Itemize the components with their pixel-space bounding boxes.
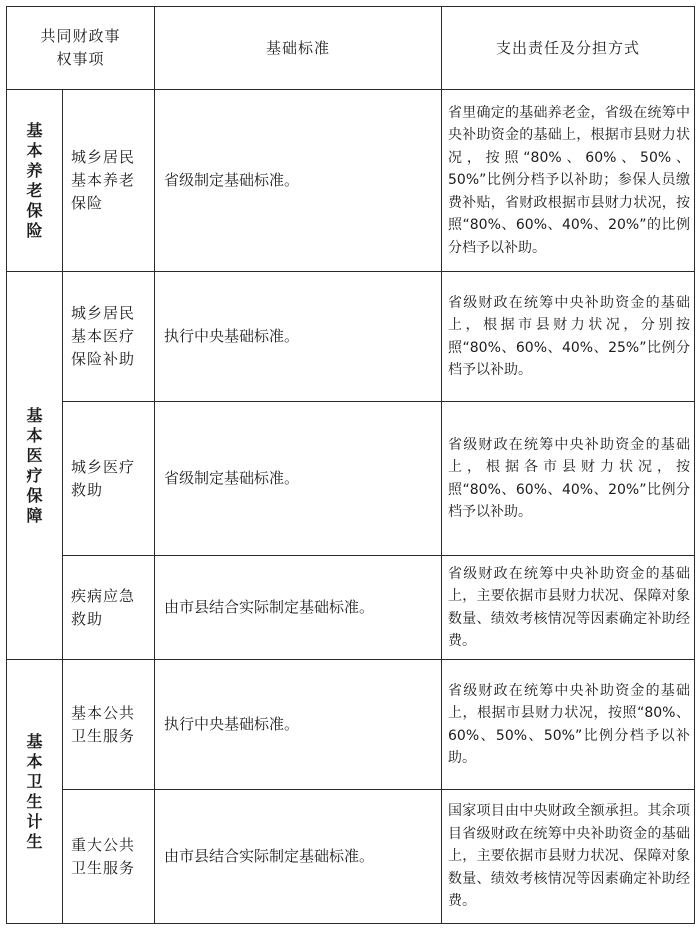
base-standard: 由市县结合实际制定基础标准。	[155, 556, 442, 660]
responsibility-text: 国家项目由中央财政全额承担。其余项目省级财政在统筹中央补助资金的基础上，主要依据市县财力状况、保障对象数量、绩效考核情况等因素确定补助经费。	[442, 790, 695, 924]
header-responsibility	[442, 7, 695, 90]
category-label: 基本养老保险	[26, 120, 43, 240]
base-standard: 由市县结合实际制定基础标准。	[155, 790, 442, 924]
base-standard: 执行中央基础标准。	[155, 272, 442, 402]
category-label: 基本医疗保障	[26, 405, 43, 525]
base-standard: 省级制定基础标准。	[155, 90, 442, 272]
header-standard	[155, 7, 442, 90]
table-row	[7, 556, 695, 660]
header-responsibility-label: 支出责任及分担方式	[495, 38, 640, 57]
header-row	[7, 7, 695, 90]
fiscal-responsibility-table	[6, 6, 695, 924]
table-row	[7, 90, 695, 272]
item-label: 基本公共卫生服务	[71, 703, 136, 745]
item-label: 城乡居民基本医疗保险补助	[71, 304, 136, 368]
table-row	[7, 660, 695, 790]
category-health	[7, 660, 63, 924]
responsibility-text: 省级财政在统筹中央补助资金的基础上，根据市县财力状况，按照“80%、60%、50%、50%”比例分档予以补助。	[442, 660, 695, 790]
item-name	[63, 556, 155, 660]
responsibility-text: 省级财政在统筹中央补助资金的基础上，根据市县财力状况，分别按照“80%、60%、40%、25%”比例分档予以补助。	[442, 272, 695, 402]
base-standard: 执行中央基础标准。	[155, 660, 442, 790]
base-standard: 省级制定基础标准。	[155, 402, 442, 556]
table-row	[7, 402, 695, 556]
item-label: 城乡居民基本养老保险	[71, 148, 136, 212]
category-medical	[7, 272, 63, 660]
item-name	[63, 272, 155, 402]
item-label: 疾病应急救助	[71, 586, 136, 628]
category-pension	[7, 90, 63, 272]
item-label: 重大公共卫生服务	[71, 835, 136, 877]
item-name	[63, 90, 155, 272]
item-name	[63, 660, 155, 790]
responsibility-text: 省级财政在统筹中央补助资金的基础上，主要依据市县财力状况、保障对象数量、绩效考核情况等因素确定补助经费。	[442, 556, 695, 660]
header-standard-label: 基础标准	[265, 38, 330, 57]
table-row	[7, 790, 695, 924]
item-name	[63, 402, 155, 556]
table-row	[7, 272, 695, 402]
responsibility-text: 省里确定的基础养老金，省级在统筹中央补助资金的基础上，根据市县财力状况，按照“80%、60%、50%、50%”比例分档予以补助；参保人员缴费补贴，省财政根据市县财力状况，按照“80%、60%、40%、20%”的比例分档予以补助。	[442, 90, 695, 272]
header-item	[7, 7, 155, 90]
item-name	[63, 790, 155, 924]
responsibility-text: 省级财政在统筹中央补助资金的基础上，根据各市县财力状况，按照“80%、60%、40%、20%”比例分档予以补助。	[442, 402, 695, 556]
category-label: 基本卫生计生	[26, 731, 43, 851]
header-item-label: 共同财政事权事项	[40, 27, 121, 68]
item-label: 城乡医疗救助	[71, 457, 136, 499]
